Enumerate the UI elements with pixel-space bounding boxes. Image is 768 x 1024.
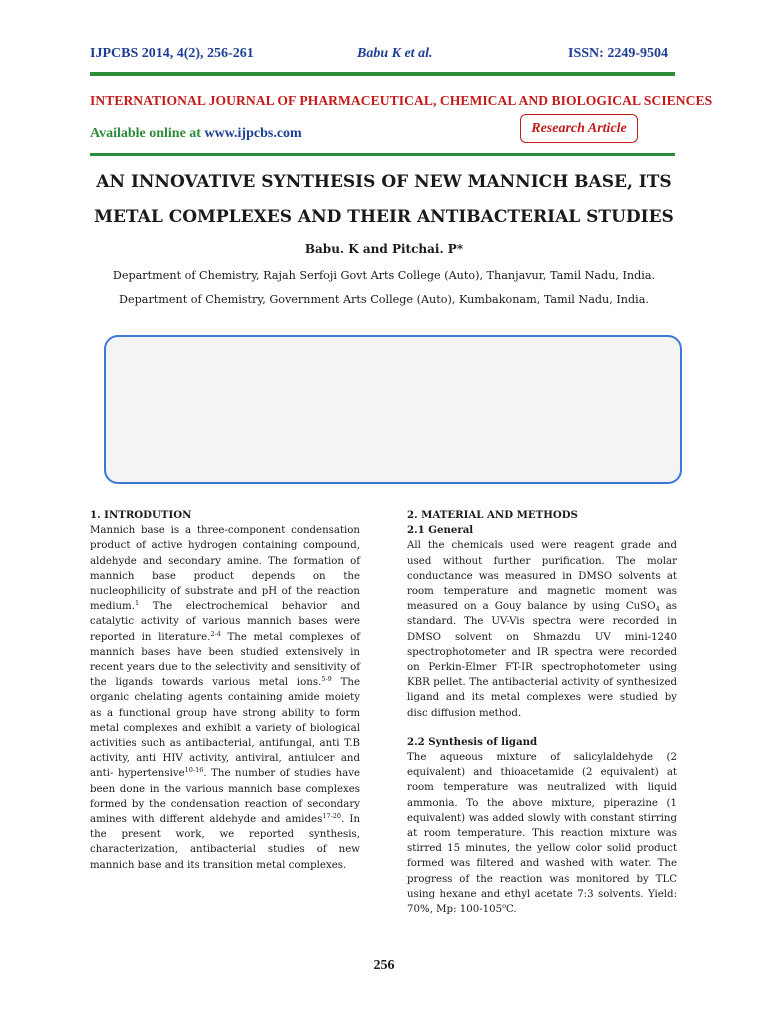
availability-prefix: Available online at <box>90 126 205 141</box>
synthesis-text: The aqueous mixture of salicylaldehyde (2 equivalent) and thioacetamide (2 equivalent) at room temperature was neutralized with liquid ammonia. To the above mixture, piperazine (1 equivalent) was added slowly with constant stirring at room temperature. This reaction mixture was stirred 15 minutes, the yellow color solid product formed was filtered and washed with water. The progress of the reaction was monitored by TLC using hexane and ethyl acetate 7:3 solvents. Yield: 70%, Mp: 100-105 <box>407 752 677 916</box>
introduction-heading: 1. INTRODUTION <box>90 509 192 521</box>
general-text: as standard. The UV-Vis spectra were recorded in DMSO solvent on Shmazdu UV mini-1240 spectrophotometer and IR spectra were recorded on Perkin-Elmer FT-IR spectrophotometer using KBR pellet. The antibacterial activity of synthesized ligand and its metal complexes were studied by disc diffusion method. <box>407 601 677 719</box>
citation-ref: 10-16 <box>184 766 204 775</box>
synthesis-subheading: 2.2 Synthesis of ligand <box>407 735 538 748</box>
article-type-badge: Research Article <box>520 114 638 143</box>
citation-ref: 17-20 <box>322 812 342 821</box>
section-gap <box>407 721 677 735</box>
authors: Babu. K and Pitchai. P* <box>304 242 464 256</box>
general-paragraph <box>407 538 677 720</box>
methods-heading: 2. MATERIAL AND METHODS <box>407 509 578 521</box>
intro-text: The metal complexes of mannich bases have been studied extensively in recent years due to the selectivity and sensitivity of the ligands towards various metal ions. <box>90 631 360 689</box>
issn-header: ISSN: 2249-9504 <box>568 46 668 61</box>
degree-symbol: o <box>502 902 506 911</box>
general-text: All the chemicals used were reagent grade and used without further purification. The molar conductance was measured in DMSO solvents at room temperature and magnetic moment was measured on a Gouy balance by using CuSO <box>407 540 677 613</box>
abstract-box <box>104 335 682 484</box>
intro-text: . The number of studies have been done in the various mannich base complexes formed by the condensation reaction of secondary amines with different aldehyde and amides <box>90 768 361 826</box>
intro-text: The electrochemical behavior and catalytic activity of various mannich bases were reported in literature. <box>90 601 360 643</box>
subscript: 4 <box>655 605 660 614</box>
authors-header: Babu K et al. <box>357 46 433 61</box>
intro-text: The organic chelating agents containing amide moiety as a functional group have strong ability to form metal complexes and exhibit a variety of biological activities such as antibacterial, antifungal, anti T.B activity, anti HIV activity, antiviral, antiulcer and anti- hypertensive <box>90 677 360 780</box>
citation-ref: 2-4 <box>210 629 221 638</box>
intro-text: Mannich base is a three-component condensation product of active hydrogen containing compound, aldehyde and secondary amine. The formation of mannich base product depends on the nucleophilicity of substrate and pH of the reaction medium. <box>90 525 360 613</box>
introduction-paragraph <box>90 523 360 873</box>
page-number: 256 <box>373 958 395 973</box>
column-right <box>407 508 677 917</box>
header-rule-bottom <box>90 153 675 156</box>
column-left <box>90 508 360 873</box>
synthesis-paragraph <box>407 750 677 917</box>
general-subheading: 2.1 General <box>407 524 474 537</box>
journal-name: INTERNATIONAL JOURNAL OF PHARMACEUTICAL, CHEMICAL AND BIOLOGICAL SCIENCES <box>90 93 713 108</box>
affiliation-1: Department of Chemistry, Rajah Serfoji Govt Arts College (Auto), Thanjavur, Tamil Nadu, India. <box>112 269 656 282</box>
affiliation-2: Department of Chemistry, Government Arts College (Auto), Kumbakonam, Tamil Nadu, India. <box>119 293 649 306</box>
synthesis-text: C. <box>506 904 517 916</box>
article-title-line-1: AN INNOVATIVE SYNTHESIS OF NEW MANNICH BASE, ITS <box>96 172 672 192</box>
citation-ref: 5-9 <box>321 675 332 684</box>
citation-ref: 1 <box>134 599 140 608</box>
availability-line <box>90 126 302 142</box>
citation-header: IJPCBS 2014, 4(2), 256-261 <box>90 46 254 61</box>
intro-text: . In the present work, we reported synthesis, characterization, antibacterial studies of new mannich base and its transition metal complexes. <box>90 814 361 871</box>
article-title-line-2: METAL COMPLEXES AND THEIR ANTIBACTERIAL STUDIES <box>94 207 674 227</box>
header-rule-top <box>90 72 675 76</box>
journal-website-link[interactable]: www.ijpcbs.com <box>204 126 302 141</box>
